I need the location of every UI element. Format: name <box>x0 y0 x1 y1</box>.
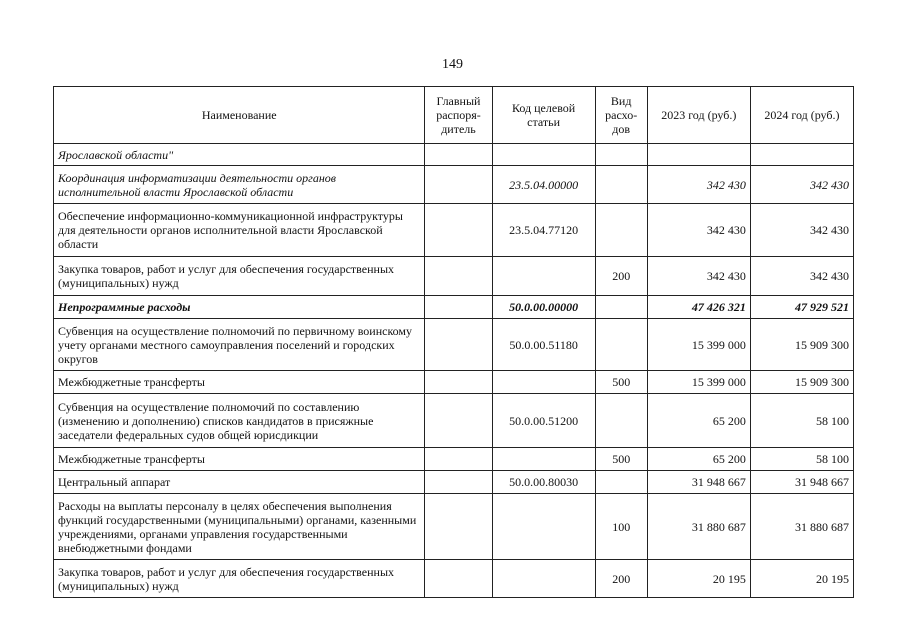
row-2023: 31 880 687 <box>647 494 750 560</box>
row-main <box>425 471 492 494</box>
row-code: 23.5.04.77120 <box>492 204 595 257</box>
row-2023: 31 948 667 <box>647 471 750 494</box>
row-2024: 31 948 667 <box>750 471 853 494</box>
row-2024: 15 909 300 <box>750 319 853 371</box>
row-code: 50.0.00.51200 <box>492 394 595 448</box>
row-code: 23.5.04.00000 <box>492 166 595 204</box>
table-row <box>54 471 854 494</box>
row-2024: 15 909 300 <box>750 371 853 394</box>
row-code <box>492 494 595 560</box>
row-main <box>425 204 492 257</box>
row-name: Центральный аппарат <box>54 471 425 494</box>
row-name: Расходы на выплаты персоналу в целях обеспечения выполнения функций государственными (муниципальными) органами, казенными учреждениями, органами управления государственными внебюджетными фондами <box>54 494 425 560</box>
row-type <box>595 319 647 371</box>
row-type <box>595 296 647 319</box>
header-expense-type: Вид расхо-дов <box>595 87 647 144</box>
row-type <box>595 166 647 204</box>
budget-table <box>53 86 854 598</box>
row-type <box>595 204 647 257</box>
table-row <box>54 394 854 448</box>
row-2024: 342 430 <box>750 166 853 204</box>
row-name: Непрограммные расходы <box>54 296 425 319</box>
row-type <box>595 394 647 448</box>
row-main <box>425 319 492 371</box>
row-2024: 58 100 <box>750 448 853 471</box>
row-code: 50.0.00.00000 <box>492 296 595 319</box>
row-name: Ярославской области" <box>54 144 425 166</box>
row-main <box>425 560 492 598</box>
row-main <box>425 296 492 319</box>
row-2024: 20 195 <box>750 560 853 598</box>
row-2024 <box>750 144 853 166</box>
row-type: 500 <box>595 371 647 394</box>
row-2023: 15 399 000 <box>647 319 750 371</box>
row-code <box>492 371 595 394</box>
row-type: 100 <box>595 494 647 560</box>
table-row <box>54 204 854 257</box>
table-row <box>54 257 854 296</box>
table-row <box>54 296 854 319</box>
row-main <box>425 257 492 296</box>
table-row <box>54 319 854 371</box>
row-type: 500 <box>595 448 647 471</box>
row-2023: 65 200 <box>647 448 750 471</box>
row-name: Обеспечение информационно-коммуникационной инфраструктуры для деятельности органов исполнительной власти Ярославской области <box>54 204 425 257</box>
row-main <box>425 448 492 471</box>
row-main <box>425 371 492 394</box>
table-row <box>54 494 854 560</box>
row-main <box>425 166 492 204</box>
table-row <box>54 371 854 394</box>
row-2023: 342 430 <box>647 166 750 204</box>
table-row <box>54 166 854 204</box>
row-2023: 342 430 <box>647 204 750 257</box>
row-type <box>595 471 647 494</box>
row-2023: 47 426 321 <box>647 296 750 319</box>
row-name: Закупка товаров, работ и услуг для обеспечения государственных (муниципальных) нужд <box>54 257 425 296</box>
row-name: Субвенция на осуществление полномочий по первичному воинскому учету органами местного самоуправления поселений и городских округов <box>54 319 425 371</box>
header-year-2024: 2024 год (руб.) <box>750 87 853 144</box>
row-2024: 58 100 <box>750 394 853 448</box>
row-2024: 342 430 <box>750 257 853 296</box>
row-name: Субвенция на осуществление полномочий по составлению (изменению и дополнению) списков кандидатов в присяжные заседатели федеральных судов общей юрисдикции <box>54 394 425 448</box>
row-main <box>425 144 492 166</box>
page-number: 149 <box>442 57 463 72</box>
row-2024: 342 430 <box>750 204 853 257</box>
row-2023: 15 399 000 <box>647 371 750 394</box>
row-2024: 47 929 521 <box>750 296 853 319</box>
row-main <box>425 494 492 560</box>
row-name: Межбюджетные трансферты <box>54 448 425 471</box>
row-2023: 342 430 <box>647 257 750 296</box>
row-2023 <box>647 144 750 166</box>
row-code <box>492 257 595 296</box>
header-year-2023: 2023 год (руб.) <box>647 87 750 144</box>
row-type: 200 <box>595 560 647 598</box>
header-row <box>54 87 854 144</box>
header-chief-admin: Главный распоря-дитель <box>425 87 492 144</box>
row-code: 50.0.00.51180 <box>492 319 595 371</box>
row-main <box>425 394 492 448</box>
row-type: 200 <box>595 257 647 296</box>
row-name: Координация информатизации деятельности органов исполнительной власти Ярославской области <box>54 166 425 204</box>
table-row <box>54 560 854 598</box>
row-2024: 31 880 687 <box>750 494 853 560</box>
row-code <box>492 560 595 598</box>
row-type <box>595 144 647 166</box>
row-name: Закупка товаров, работ и услуг для обеспечения государственных (муниципальных) нужд <box>54 560 425 598</box>
row-name: Межбюджетные трансферты <box>54 371 425 394</box>
row-code <box>492 144 595 166</box>
row-code: 50.0.00.80030 <box>492 471 595 494</box>
row-2023: 20 195 <box>647 560 750 598</box>
table-row <box>54 144 854 166</box>
header-target-code: Код целевой статьи <box>492 87 595 144</box>
table-row <box>54 448 854 471</box>
header-name: Наименование <box>54 87 425 144</box>
row-2023: 65 200 <box>647 394 750 448</box>
row-code <box>492 448 595 471</box>
